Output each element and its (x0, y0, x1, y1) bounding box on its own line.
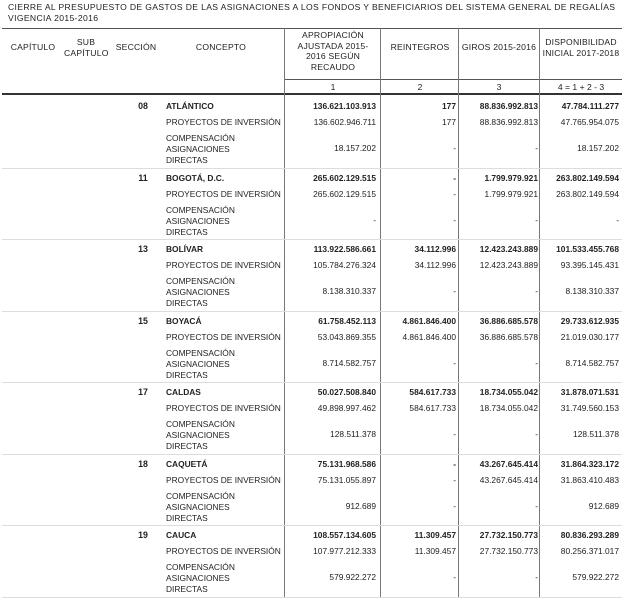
section-total-value: 31.864.323.172 (560, 458, 619, 469)
section-total-value: 31.878.071.531 (560, 387, 619, 397)
section-total-value: 4.861.846.400 (402, 315, 456, 326)
compensacion-label: COMPENSACIÓN ASIGNACIONES DIRECTAS (166, 204, 235, 237)
column-number-4: 4 = 1 + 2 - 3 (557, 82, 605, 92)
section-total-value: 265.602.129.515 (313, 172, 376, 183)
inversion-value: 21.019.030.177 (560, 331, 619, 342)
inversion-value: 43.267.645.414 (479, 474, 538, 485)
header-bottom-border (2, 93, 622, 95)
section-code: 13 (138, 244, 148, 254)
compensacion-value: - (453, 286, 456, 296)
section-total-value: 50.027.508.840 (317, 387, 376, 397)
compensacion-value: - (453, 357, 456, 368)
section-name: BOYACÁ (166, 315, 202, 326)
compensacion-value: - (535, 572, 538, 582)
compensacion-value: - (535, 500, 538, 511)
section-total-value: 47.784.111.277 (561, 101, 619, 111)
inversion-value: 36.886.685.578 (479, 331, 538, 342)
compensacion-value: - (535, 357, 538, 368)
compensacion-value: 912.689 (345, 500, 376, 511)
compensacion-value: - (535, 429, 538, 439)
inversion-value: 80.256.371.017 (560, 546, 619, 556)
compensacion-label: COMPENSACIÓN ASIGNACIONES DIRECTAS (166, 347, 235, 380)
section-code: 08 (138, 101, 148, 111)
row-divider (2, 454, 622, 455)
compensacion-value: 128.511.378 (573, 429, 619, 439)
column-divider (380, 28, 381, 598)
inversion-value: 49.898.997.462 (317, 403, 376, 413)
section-total-value: 27.732.150.773 (479, 530, 538, 540)
header-apropiacion: APROPIACIÓN AJUSTADA 2015-2016 SEGÚN RECAUDO (297, 30, 369, 72)
compensacion-label: COMPENSACIÓN ASIGNACIONES DIRECTAS (166, 133, 235, 165)
inversion-value: 177 (442, 117, 456, 127)
inversion-value: 31.749.560.153 (560, 403, 619, 413)
section-total-value: - (453, 458, 456, 469)
compensacion-value: 8.138.310.337 (322, 286, 376, 296)
section-code: 17 (138, 387, 148, 397)
compensacion-label: COMPENSACIÓN ASIGNACIONES DIRECTAS (166, 419, 235, 451)
section-total-value: 177 (442, 101, 456, 111)
section-total-value: 80.836.293.289 (560, 530, 619, 540)
inversion-label: PROYECTOS DE INVERSIÓN (166, 188, 281, 199)
section-name: CALDAS (166, 387, 201, 397)
header-reintegros: REINTEGROS (390, 42, 450, 52)
section-code: 19 (138, 530, 148, 540)
section-name: BOGOTÁ, D.C. (166, 172, 225, 183)
section-total-value: 11.309.457 (414, 530, 456, 540)
inversion-value: 88.836.992.813 (479, 117, 538, 127)
header-capitulo: CAPÍTULO (10, 42, 56, 52)
inversion-value: 27.732.150.773 (479, 546, 538, 556)
compensacion-value: 8.138.310.337 (565, 286, 619, 296)
inversion-label: PROYECTOS DE INVERSIÓN (166, 403, 281, 413)
section-total-value: 29.733.612.935 (560, 315, 619, 326)
section-total-value: 43.267.645.414 (479, 458, 538, 469)
section-total-value: 61.758.452.113 (318, 315, 376, 326)
inversion-value: 265.602.129.515 (313, 188, 376, 199)
compensacion-value: - (453, 214, 456, 225)
column-number-1: 1 (330, 82, 336, 92)
section-name: ATLÁNTICO (166, 101, 214, 111)
compensacion-value: 912.689 (588, 500, 619, 511)
inversion-value: 107.977.212.333 (313, 546, 376, 556)
inversion-value: 75.131.055.897 (317, 474, 376, 485)
compensacion-value: 579.922.272 (329, 572, 376, 582)
inversion-value: - (453, 188, 456, 199)
section-total-value: 584.617.733 (409, 387, 456, 397)
section-code: 15 (138, 315, 148, 326)
compensacion-value: 18.157.202 (334, 143, 376, 153)
inversion-value: 47.765.954.075 (560, 117, 619, 127)
compensacion-value: - (535, 286, 538, 296)
inversion-value: 31.863.410.483 (560, 474, 619, 485)
row-divider (2, 597, 622, 598)
compensacion-label: COMPENSACIÓN ASIGNACIONES DIRECTAS (166, 276, 235, 308)
inversion-value: 34.112.996 (414, 260, 456, 270)
inversion-value: 12.423.243.889 (479, 260, 538, 270)
column-divider (458, 28, 459, 598)
header-giros: GIROS 2015-2016 (461, 42, 537, 52)
inversion-value: 105.784.276.324 (313, 260, 376, 270)
compensacion-value: - (373, 214, 376, 225)
inversion-label: PROYECTOS DE INVERSIÓN (166, 117, 281, 127)
compensacion-value: 128.511.378 (330, 429, 376, 439)
section-total-value: 75.131.968.586 (317, 458, 376, 469)
row-divider (2, 525, 622, 526)
compensacion-value: 8.714.582.757 (322, 357, 376, 368)
section-total-value: 34.112.996 (414, 244, 456, 254)
compensacion-value: 18.157.202 (577, 143, 619, 153)
section-total-value: - (453, 172, 456, 183)
compensacion-value: - (453, 500, 456, 511)
compensacion-label: COMPENSACIÓN ASIGNACIONES DIRECTAS (166, 490, 235, 523)
header-divider (284, 79, 622, 80)
inversion-label: PROYECTOS DE INVERSIÓN (166, 260, 281, 270)
inversion-value: 584.617.733 (409, 403, 456, 413)
inversion-value: 4.861.846.400 (402, 331, 456, 342)
inversion-value: 53.043.869.355 (317, 331, 376, 342)
compensacion-label: COMPENSACIÓN ASIGNACIONES DIRECTAS (166, 562, 235, 594)
column-divider (284, 28, 285, 598)
inversion-value: 18.734.055.042 (479, 403, 538, 413)
inversion-label: PROYECTOS DE INVERSIÓN (166, 546, 281, 556)
section-name: CAQUETÁ (166, 458, 208, 469)
section-code: 11 (138, 172, 148, 183)
column-divider (539, 28, 540, 598)
inversion-value: 263.802.149.594 (556, 188, 619, 199)
inversion-label: PROYECTOS DE INVERSIÓN (166, 331, 281, 342)
compensacion-value: 8.714.582.757 (565, 357, 619, 368)
compensacion-value: - (453, 143, 456, 153)
inversion-value: 136.602.946.711 (313, 117, 376, 127)
document-title: CIERRE AL PRESUPUESTO DE GASTOS DE LAS ASIGNACIONES A LOS FONDOS Y BENEFICIARIOS DEL SISTEMA GENERAL DE REGALÍAS VIGENCIA 2015-2016 (8, 2, 616, 23)
section-code: 18 (138, 458, 148, 469)
compensacion-value: - (535, 214, 538, 225)
row-divider (2, 239, 622, 240)
row-divider (2, 168, 622, 169)
section-total-value: 1.799.979.921 (484, 172, 538, 183)
column-number-2: 2 (417, 82, 423, 92)
row-divider (2, 311, 622, 312)
section-name: BOLÍVAR (166, 244, 204, 254)
compensacion-value: - (616, 214, 619, 225)
compensacion-value: 579.922.272 (572, 572, 619, 582)
compensacion-value: - (453, 572, 456, 582)
header-seccion: SECCIÓN (115, 42, 157, 52)
section-total-value: 36.886.685.578 (479, 315, 538, 326)
section-total-value: 88.836.992.813 (479, 101, 538, 111)
header-top-border (2, 28, 622, 29)
compensacion-value: - (535, 143, 538, 153)
section-total-value: 101.533.455.768 (556, 244, 619, 254)
section-total-value: 108.557.134.605 (313, 530, 376, 540)
section-total-value: 113.922.586.661 (313, 244, 376, 254)
inversion-label: PROYECTOS DE INVERSIÓN (166, 474, 281, 485)
inversion-value: 1.799.979.921 (484, 188, 538, 199)
column-number-3: 3 (496, 82, 502, 92)
header-disponibilidad: DISPONIBILIDAD INICIAL 2017-2018 (542, 37, 620, 58)
inversion-value: 11.309.457 (414, 546, 456, 556)
header-concepto: CONCEPTO (195, 42, 247, 52)
section-total-value: 263.802.149.594 (556, 172, 619, 183)
section-total-value: 18.734.055.042 (479, 387, 538, 397)
header-subcapitulo: SUB CAPÍTULO (64, 37, 109, 58)
compensacion-value: - (453, 429, 456, 439)
section-total-value: 136.621.103.913 (313, 101, 376, 111)
row-divider (2, 382, 622, 383)
inversion-value: - (453, 474, 456, 485)
section-name: CAUCA (166, 530, 197, 540)
inversion-value: 93.395.145.431 (560, 260, 619, 270)
section-total-value: 12.423.243.889 (479, 244, 538, 254)
